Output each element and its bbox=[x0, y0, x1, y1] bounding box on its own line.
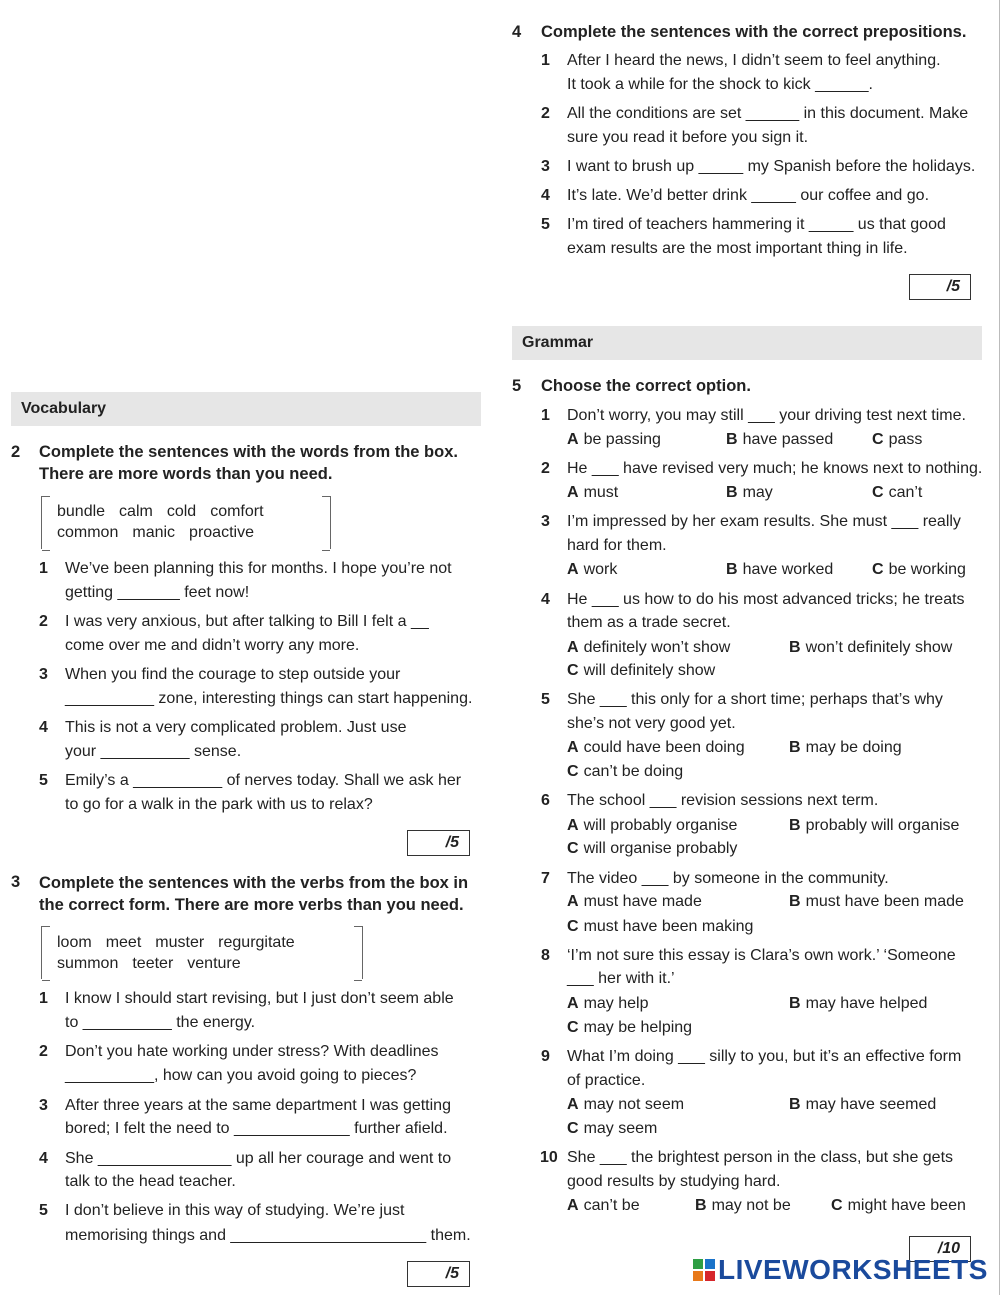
q5-7-option-c[interactable]: C must have been making bbox=[567, 918, 754, 935]
q5-4-option-c[interactable]: C will definitely show bbox=[567, 662, 716, 679]
q5-10-option-b[interactable]: B may not be bbox=[695, 1197, 791, 1214]
q5-3-option-c[interactable]: C be working bbox=[872, 561, 966, 578]
word-cold: cold bbox=[166, 503, 197, 520]
q5-1-option-c[interactable]: C pass bbox=[872, 431, 923, 448]
q3-word-box bbox=[41, 926, 363, 979]
word-loom: loom bbox=[57, 934, 92, 951]
q5-5-option-b[interactable]: B may be doing bbox=[789, 739, 902, 756]
word-venture: venture bbox=[187, 955, 241, 972]
q5-number: 5 bbox=[512, 377, 522, 395]
q2-word-row-1 bbox=[57, 502, 278, 522]
word-meet: meet bbox=[105, 934, 142, 951]
q2-word-box bbox=[41, 496, 331, 549]
q3-number: 3 bbox=[11, 873, 21, 891]
q3-word-row-1 bbox=[57, 933, 309, 953]
q5-8-option-b[interactable]: B may have helped bbox=[789, 995, 928, 1012]
word-teeter: teeter bbox=[132, 955, 174, 972]
q5-9-option-a[interactable]: A may not seem bbox=[567, 1096, 685, 1113]
q5-7-option-b[interactable]: B must have been made bbox=[789, 893, 964, 910]
q3-title-line-1: Complete the sentences with the verbs from the box in bbox=[39, 874, 469, 892]
q5-2-option-c[interactable]: C can’t bbox=[872, 484, 923, 501]
q5-7-option-a[interactable]: A must have made bbox=[567, 893, 702, 910]
q5-10-option-c[interactable]: C might have been bbox=[831, 1197, 966, 1214]
q5-score-box: /10 bbox=[909, 1236, 971, 1262]
grammar-section-header: Grammar bbox=[512, 326, 982, 360]
word-comfort: comfort bbox=[210, 503, 264, 520]
word-calm: calm bbox=[119, 503, 153, 520]
q5-title: Choose the correct option. bbox=[541, 377, 751, 395]
q2-title-line-1: Complete the sentences with the words from the box. bbox=[39, 443, 458, 461]
q5-1-option-b[interactable]: B have passed bbox=[726, 431, 834, 448]
q3-word-row-2 bbox=[57, 954, 255, 974]
vocabulary-section-header: Vocabulary bbox=[11, 392, 481, 426]
q5-5-option-c[interactable]: C can’t be doing bbox=[567, 763, 684, 780]
q5-4-option-a[interactable]: A definitely won’t show bbox=[567, 639, 731, 656]
q2-title-line-2: There are more words than you need. bbox=[39, 465, 333, 483]
word-manic: manic bbox=[132, 524, 176, 541]
q2-word-row-2 bbox=[57, 523, 268, 543]
q5-9-option-c[interactable]: C may seem bbox=[567, 1120, 658, 1137]
q5-5-option-a[interactable]: A could have been doing bbox=[567, 739, 745, 756]
q5-1-option-a[interactable]: A be passing bbox=[567, 431, 661, 448]
q4-number: 4 bbox=[512, 23, 522, 41]
q2-score-box: /5 bbox=[407, 830, 470, 856]
q4-title: Complete the sentences with the correct prepositions. bbox=[541, 23, 967, 41]
q5-9-option-b[interactable]: B may have seemed bbox=[789, 1096, 937, 1113]
q5-6-option-c[interactable]: C will organise probably bbox=[567, 840, 738, 857]
q3-score-box: /5 bbox=[407, 1261, 470, 1287]
q5-6-option-a[interactable]: A will probably organise bbox=[567, 817, 738, 834]
q2-number: 2 bbox=[11, 443, 21, 461]
liveworksheets-logo-icon bbox=[693, 1259, 715, 1281]
word-proactive: proactive bbox=[189, 524, 254, 541]
q5-8-option-c[interactable]: C may be helping bbox=[567, 1019, 693, 1036]
word-common: common bbox=[57, 524, 119, 541]
word-muster: muster bbox=[155, 934, 205, 951]
q5-4-option-b[interactable]: B won’t definitely show bbox=[789, 639, 953, 656]
q5-10-option-a[interactable]: A can’t be bbox=[567, 1197, 640, 1214]
q5-2-option-b[interactable]: B may bbox=[726, 484, 773, 501]
q5-3-option-a[interactable]: A work bbox=[567, 561, 618, 578]
word-bundle: bundle bbox=[57, 503, 106, 520]
q5-6-option-b[interactable]: B probably will organise bbox=[789, 817, 960, 834]
q5-3-option-b[interactable]: B have worked bbox=[726, 561, 834, 578]
word-regurgitate: regurgitate bbox=[218, 934, 295, 951]
q5-8-option-a[interactable]: A may help bbox=[567, 995, 649, 1012]
q5-2-option-a[interactable]: A must bbox=[567, 484, 619, 501]
q3-title-line-2: the correct form. There are more verbs than you need. bbox=[39, 896, 464, 914]
liveworksheets-logo: LIVEWORKSHEETS bbox=[718, 1254, 988, 1285]
word-summon: summon bbox=[57, 955, 119, 972]
q4-score-box: /5 bbox=[909, 274, 971, 300]
